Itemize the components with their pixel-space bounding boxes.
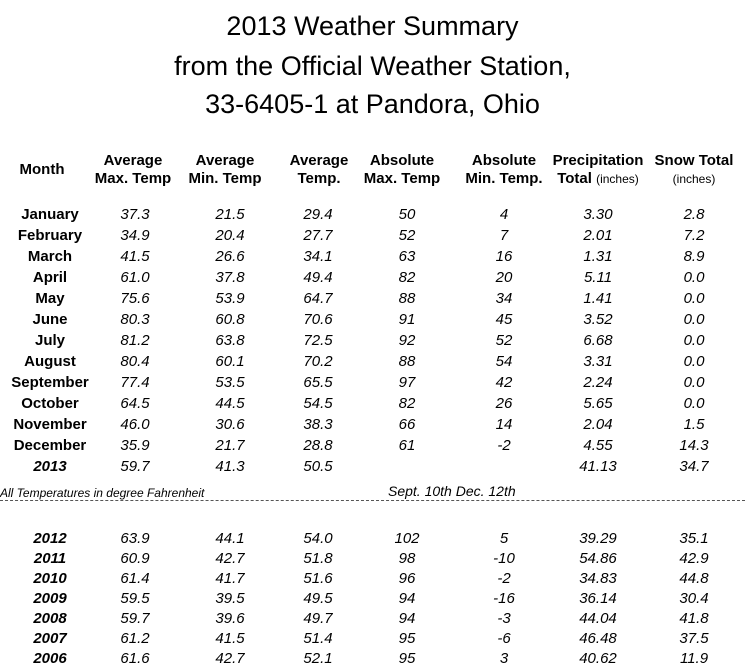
cell-precip: 5.65 bbox=[583, 395, 613, 412]
cell-snow: 41.8 bbox=[679, 610, 709, 627]
cell-avgmin: 60.1 bbox=[215, 353, 245, 370]
row-label: 2010 bbox=[33, 570, 67, 587]
cell-avgmax: 37.3 bbox=[120, 206, 150, 223]
cell-snow: 34.7 bbox=[679, 458, 709, 475]
header-month: Month bbox=[19, 161, 65, 178]
cell-precip: 1.41 bbox=[583, 290, 613, 307]
cell-snow: 0.0 bbox=[683, 269, 705, 286]
cell-avgmin: 63.8 bbox=[215, 332, 245, 349]
cell-precip: 41.13 bbox=[579, 458, 617, 475]
cell-absmin: -3 bbox=[497, 610, 511, 627]
cell-avgmax: 60.9 bbox=[120, 550, 150, 567]
cell-absmin: 52 bbox=[495, 332, 513, 349]
cell-absmax: 88 bbox=[398, 353, 416, 370]
cell-avgmin: 30.6 bbox=[215, 416, 245, 433]
cell-snow: 1.5 bbox=[683, 416, 705, 433]
cell-precip: 3.30 bbox=[583, 206, 613, 223]
cell-absmax: 52 bbox=[398, 227, 416, 244]
cell-snow: 0.0 bbox=[683, 395, 705, 412]
cell-avg: 70.6 bbox=[303, 311, 333, 328]
cell-avg: 54.5 bbox=[303, 395, 333, 412]
cell-absmin: 34 bbox=[495, 290, 513, 307]
cell-avgmin: 44.1 bbox=[215, 530, 245, 547]
row-label: February bbox=[17, 227, 83, 244]
row-label: April bbox=[32, 269, 68, 286]
row-label: 2007 bbox=[33, 630, 67, 647]
cell-precip: 39.29 bbox=[579, 530, 617, 547]
cell-absmin: -10 bbox=[493, 550, 515, 567]
cell-avg: 49.7 bbox=[303, 610, 333, 627]
cell-avgmin: 20.4 bbox=[215, 227, 245, 244]
row-label: December bbox=[13, 437, 87, 454]
cell-absmax: 92 bbox=[398, 332, 416, 349]
cell-absmax: 95 bbox=[398, 630, 416, 647]
cell-snow: 30.4 bbox=[679, 590, 709, 607]
cell-snow: 8.9 bbox=[683, 248, 705, 265]
row-label: 2006 bbox=[33, 650, 67, 667]
cell-avgmin: 37.8 bbox=[215, 269, 245, 286]
cell-avg: 49.5 bbox=[303, 590, 333, 607]
header-snow: Snow Total (inches) bbox=[654, 152, 734, 186]
cell-precip: 6.68 bbox=[583, 332, 613, 349]
cell-precip: 3.52 bbox=[583, 311, 613, 328]
cell-avgmin: 21.5 bbox=[215, 206, 245, 223]
cell-absmin: 42 bbox=[495, 374, 513, 391]
cell-snow: 11.9 bbox=[679, 650, 709, 667]
cell-absmin: 26 bbox=[495, 395, 513, 412]
cell-absmin: -2 bbox=[497, 570, 511, 587]
row-label: September bbox=[11, 374, 89, 391]
cell-absmin: 5 bbox=[499, 530, 509, 547]
units-note: All Temperatures in degree Fahrenheit bbox=[0, 486, 205, 500]
cell-avgmin: 39.5 bbox=[215, 590, 245, 607]
row-label: 2009 bbox=[33, 590, 67, 607]
title-line-2: from the Official Weather Station, bbox=[174, 51, 571, 81]
cell-absmax: 63 bbox=[398, 248, 416, 265]
cell-avg: 27.7 bbox=[303, 227, 333, 244]
row-label: 2011 bbox=[33, 550, 67, 567]
cell-precip: 34.83 bbox=[579, 570, 617, 587]
cell-avg: 64.7 bbox=[303, 290, 333, 307]
cell-snow: 44.8 bbox=[679, 570, 709, 587]
cell-snow: 0.0 bbox=[683, 353, 705, 370]
cell-avg: 54.0 bbox=[303, 530, 333, 547]
header-precip: Precipitation Total (inches) bbox=[552, 152, 644, 187]
cell-avg: 34.1 bbox=[303, 248, 333, 265]
cell-avgmax: 77.4 bbox=[120, 374, 150, 391]
cell-precip: 4.55 bbox=[583, 437, 613, 454]
header-avg: Average Temp. bbox=[289, 152, 349, 187]
cell-absmin: 16 bbox=[495, 248, 513, 265]
header-abs-min: Absolute Min. Temp. bbox=[465, 152, 543, 187]
cell-precip: 2.04 bbox=[583, 416, 613, 433]
cell-absmax: 61 bbox=[398, 437, 416, 454]
cell-avg: 70.2 bbox=[303, 353, 333, 370]
cell-avg: 49.4 bbox=[303, 269, 333, 286]
cell-absmax: 94 bbox=[398, 610, 416, 627]
cell-avgmin: 42.7 bbox=[215, 650, 245, 667]
cell-avg: 65.5 bbox=[303, 374, 333, 391]
cell-precip: 1.31 bbox=[583, 248, 613, 265]
cell-precip: 44.04 bbox=[579, 610, 617, 627]
row-label: 2008 bbox=[33, 610, 67, 627]
cell-avgmin: 60.8 bbox=[215, 311, 245, 328]
row-label: May bbox=[35, 290, 65, 307]
cell-snow: 35.1 bbox=[679, 530, 709, 547]
cell-avgmax: 46.0 bbox=[120, 416, 150, 433]
title-line-1: 2013 Weather Summary bbox=[226, 11, 519, 41]
cell-absmax: 94 bbox=[398, 590, 416, 607]
cell-absmax: 82 bbox=[398, 269, 416, 286]
divider bbox=[0, 500, 745, 501]
cell-snow: 2.8 bbox=[683, 206, 705, 223]
cell-avg: 52.1 bbox=[303, 650, 333, 667]
cell-avg: 29.4 bbox=[303, 206, 333, 223]
cell-absmin: 20 bbox=[495, 269, 513, 286]
cell-snow: 0.0 bbox=[683, 332, 705, 349]
cell-avgmin: 53.9 bbox=[215, 290, 245, 307]
cell-avg: 28.8 bbox=[303, 437, 333, 454]
cell-avgmax: 61.2 bbox=[120, 630, 150, 647]
cell-absmax: 82 bbox=[398, 395, 416, 412]
cell-avgmax: 59.7 bbox=[120, 610, 150, 627]
row-label: October bbox=[21, 395, 79, 412]
cell-absmin: -6 bbox=[497, 630, 511, 647]
cell-snow: 0.0 bbox=[683, 311, 705, 328]
dates-note: Sept. 10th Dec. 12th bbox=[388, 483, 516, 499]
cell-avgmax: 35.9 bbox=[120, 437, 150, 454]
cell-absmin: -2 bbox=[497, 437, 511, 454]
cell-absmin: 14 bbox=[495, 416, 513, 433]
cell-avg: 38.3 bbox=[303, 416, 333, 433]
cell-absmax: 97 bbox=[398, 374, 416, 391]
cell-avgmin: 42.7 bbox=[215, 550, 245, 567]
cell-precip: 36.14 bbox=[579, 590, 617, 607]
cell-avgmax: 61.6 bbox=[120, 650, 150, 667]
cell-snow: 0.0 bbox=[683, 374, 705, 391]
cell-absmin: 54 bbox=[495, 353, 513, 370]
cell-precip: 54.86 bbox=[579, 550, 617, 567]
cell-snow: 42.9 bbox=[679, 550, 709, 567]
row-label: 2013 bbox=[33, 458, 67, 475]
header-abs-max: Absolute Max. Temp bbox=[363, 152, 441, 187]
cell-avgmax: 61.0 bbox=[120, 269, 150, 286]
cell-precip: 46.48 bbox=[579, 630, 617, 647]
cell-absmax: 88 bbox=[398, 290, 416, 307]
cell-avgmax: 63.9 bbox=[120, 530, 150, 547]
cell-avgmin: 44.5 bbox=[215, 395, 245, 412]
cell-avgmax: 80.4 bbox=[120, 353, 150, 370]
cell-avg: 50.5 bbox=[303, 458, 333, 475]
cell-avgmax: 34.9 bbox=[120, 227, 150, 244]
title-line-3: 33-6405-1 at Pandora, Ohio bbox=[205, 89, 540, 119]
cell-absmin: 4 bbox=[499, 206, 509, 223]
cell-avgmin: 41.7 bbox=[215, 570, 245, 587]
cell-snow: 37.5 bbox=[679, 630, 709, 647]
cell-absmax: 98 bbox=[398, 550, 416, 567]
cell-avg: 72.5 bbox=[303, 332, 333, 349]
cell-precip: 5.11 bbox=[583, 269, 613, 286]
cell-absmax: 50 bbox=[398, 206, 416, 223]
cell-precip: 2.24 bbox=[583, 374, 613, 391]
cell-absmin: 7 bbox=[499, 227, 509, 244]
cell-avgmax: 61.4 bbox=[120, 570, 150, 587]
cell-snow: 7.2 bbox=[683, 227, 705, 244]
cell-avgmin: 41.3 bbox=[215, 458, 245, 475]
row-label: June bbox=[32, 311, 68, 328]
cell-absmax: 91 bbox=[398, 311, 416, 328]
cell-snow: 0.0 bbox=[683, 290, 705, 307]
cell-absmax: 96 bbox=[398, 570, 416, 587]
cell-avgmax: 75.6 bbox=[120, 290, 150, 307]
cell-avgmin: 41.5 bbox=[215, 630, 245, 647]
cell-avgmax: 59.7 bbox=[120, 458, 150, 475]
cell-absmin: 3 bbox=[499, 650, 509, 667]
cell-absmax: 102 bbox=[394, 530, 420, 547]
cell-absmax: 95 bbox=[398, 650, 416, 667]
cell-avgmin: 53.5 bbox=[215, 374, 245, 391]
cell-absmin: 45 bbox=[495, 311, 513, 328]
row-label: 2012 bbox=[33, 530, 67, 547]
row-label: November bbox=[13, 416, 87, 433]
cell-precip: 2.01 bbox=[583, 227, 613, 244]
cell-absmax: 66 bbox=[398, 416, 416, 433]
cell-precip: 40.62 bbox=[579, 650, 617, 667]
cell-avgmin: 39.6 bbox=[215, 610, 245, 627]
cell-avgmax: 59.5 bbox=[120, 590, 150, 607]
row-label: January bbox=[21, 206, 79, 223]
cell-avgmin: 26.6 bbox=[215, 248, 245, 265]
cell-avgmin: 21.7 bbox=[215, 437, 245, 454]
cell-avg: 51.4 bbox=[303, 630, 333, 647]
row-label: August bbox=[24, 353, 76, 370]
cell-avgmax: 80.3 bbox=[120, 311, 150, 328]
header-avg-max: Average Max. Temp bbox=[94, 152, 172, 187]
row-label: July bbox=[34, 332, 65, 349]
cell-absmin: -16 bbox=[493, 590, 515, 607]
cell-avgmax: 41.5 bbox=[120, 248, 150, 265]
cell-avgmax: 81.2 bbox=[120, 332, 150, 349]
header-avg-min: Average Min. Temp bbox=[188, 152, 262, 187]
cell-avg: 51.6 bbox=[303, 570, 333, 587]
cell-snow: 14.3 bbox=[679, 437, 709, 454]
cell-avg: 51.8 bbox=[303, 550, 333, 567]
row-label: March bbox=[27, 248, 73, 265]
cell-avgmax: 64.5 bbox=[120, 395, 150, 412]
cell-precip: 3.31 bbox=[583, 353, 613, 370]
